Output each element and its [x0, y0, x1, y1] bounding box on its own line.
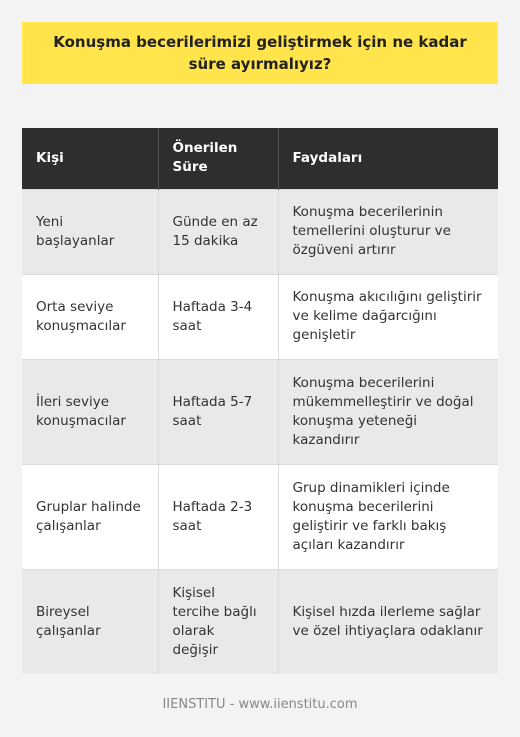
table-header-row	[22, 128, 498, 189]
cell-time: Kişisel tercihe bağlı olarak değişir	[158, 569, 278, 674]
cell-person: Bireysel çalışanlar	[22, 569, 158, 674]
table-row	[22, 189, 498, 274]
cell-benefit: Konuşma akıcılığını geliştirir ve kelime dağarcığını genişletir	[278, 274, 498, 359]
cell-time: Haftada 5-7 saat	[158, 359, 278, 464]
cell-person: Gruplar halinde çalışanlar	[22, 464, 158, 569]
footer-credit: IIENSTITU - www.iienstitu.com	[162, 697, 358, 712]
cell-person: Yeni başlayanlar	[22, 189, 158, 274]
header-person: Kişi	[22, 128, 158, 189]
cell-time: Haftada 3-4 saat	[158, 274, 278, 359]
page-title: Konuşma becerilerimizi geliştirmek için ne kadar süre ayırmalıyız?	[53, 33, 467, 73]
header-benefits: Faydaları	[278, 128, 498, 189]
cell-benefit: Konuşma becerilerinin temellerini oluşturur ve özgüveni artırır	[278, 189, 498, 274]
cell-time: Haftada 2-3 saat	[158, 464, 278, 569]
table-row	[22, 359, 498, 464]
cell-time: Günde en az 15 dakika	[158, 189, 278, 274]
table-row	[22, 464, 498, 569]
table-row	[22, 274, 498, 359]
recommendation-table	[22, 128, 498, 674]
cell-benefit: Grup dinamikleri içinde konuşma becerilerini geliştirir ve farklı bakış açıları kazandırır	[278, 464, 498, 569]
title-banner	[22, 22, 498, 84]
cell-benefit: Kişisel hızda ilerleme sağlar ve özel ihtiyaçlara odaklanır	[278, 569, 498, 674]
header-recommended-time: Önerilen Süre	[158, 128, 278, 189]
table-row	[22, 569, 498, 674]
cell-benefit: Konuşma becerilerini mükemmelleştirir ve doğal konuşma yeteneği kazandırır	[278, 359, 498, 464]
cell-person: İleri seviye konuşmacılar	[22, 359, 158, 464]
cell-person: Orta seviye konuşmacılar	[22, 274, 158, 359]
